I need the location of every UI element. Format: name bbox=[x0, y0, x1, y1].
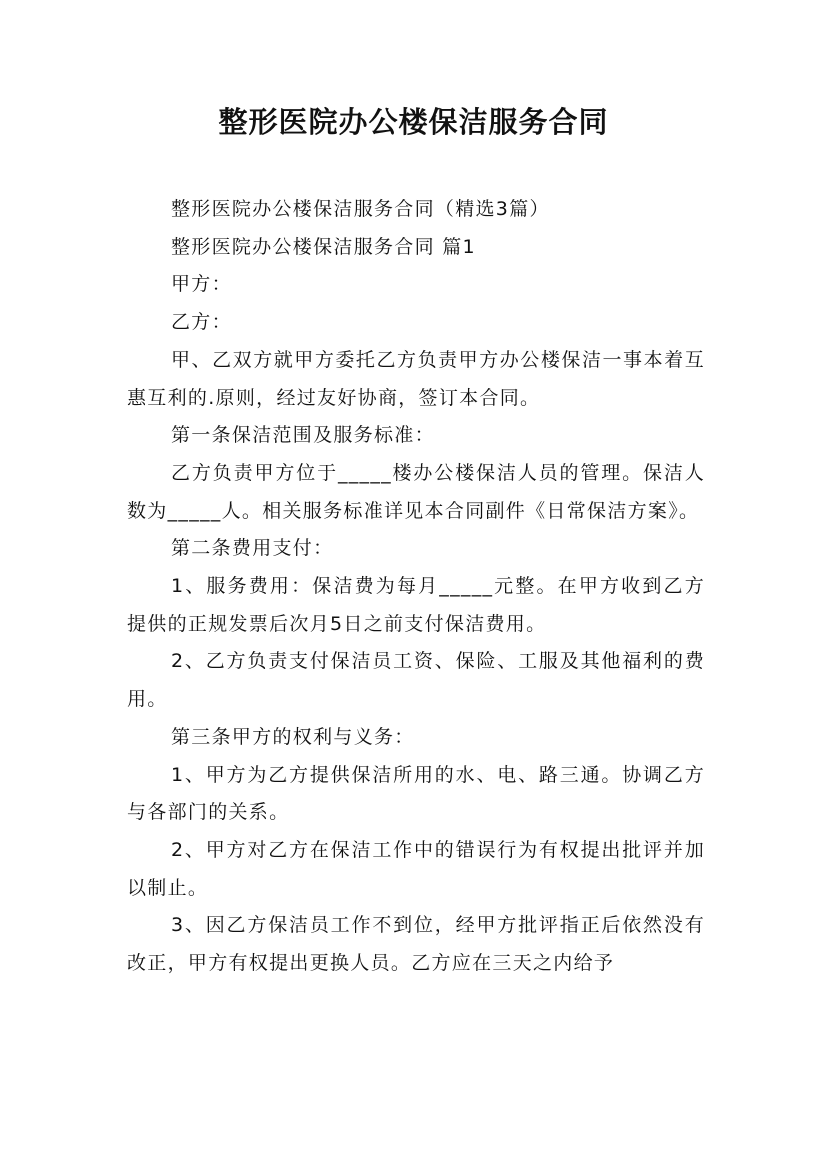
party-a-line: 甲方： bbox=[171, 273, 232, 296]
article-2-heading: 第二条费用支付： bbox=[171, 537, 334, 560]
article-2-item-2: 2、乙方负责支付保洁员工资、保险、工服及其他福利的费用。 bbox=[127, 650, 705, 711]
subtitle-paragraph: 整形医院办公楼保洁服务合同（精选3篇） bbox=[171, 198, 550, 220]
article-1-heading: 第一条保洁范围及服务标准： bbox=[171, 424, 435, 447]
document-title: 整形医院办公楼保洁服务合同 bbox=[218, 105, 609, 139]
article-1-paragraph: 乙方负责甲方位于_____楼办公楼保洁人员的管理。保洁人数为_____人。相关服务标准详见本合同副件《日常保洁方案》。 bbox=[127, 461, 705, 522]
article-3-heading: 第三条甲方的权利与义务： bbox=[171, 725, 415, 748]
article-3-item-2: 2、甲方对乙方在保洁工作中的错误行为有权提出批评并加以制止。 bbox=[127, 838, 705, 899]
party-b-line: 乙方： bbox=[171, 311, 232, 334]
article-3-item-1: 1、甲方为乙方提供保洁所用的水、电、路三通。协调乙方与各部门的关系。 bbox=[127, 763, 705, 824]
article-2-item-1: 1、服务费用：保洁费为每月_____元整。在甲方收到乙方提供的正规发票后次月5日之前支付保洁费用。 bbox=[127, 575, 705, 635]
preamble-paragraph: 甲、乙双方就甲方委托乙方负责甲方办公楼保洁一事本着互惠互利的.原则，经过友好协商，签订本合同。 bbox=[127, 348, 705, 409]
document-body bbox=[127, 191, 705, 983]
section-heading: 整形医院办公楼保洁服务合同 篇1 bbox=[171, 235, 476, 258]
article-3-item-3: 3、因乙方保洁员工作不到位，经甲方批评指正后依然没有改正，甲方有权提出更换人员。乙方应在三天之内给予 bbox=[127, 914, 705, 975]
